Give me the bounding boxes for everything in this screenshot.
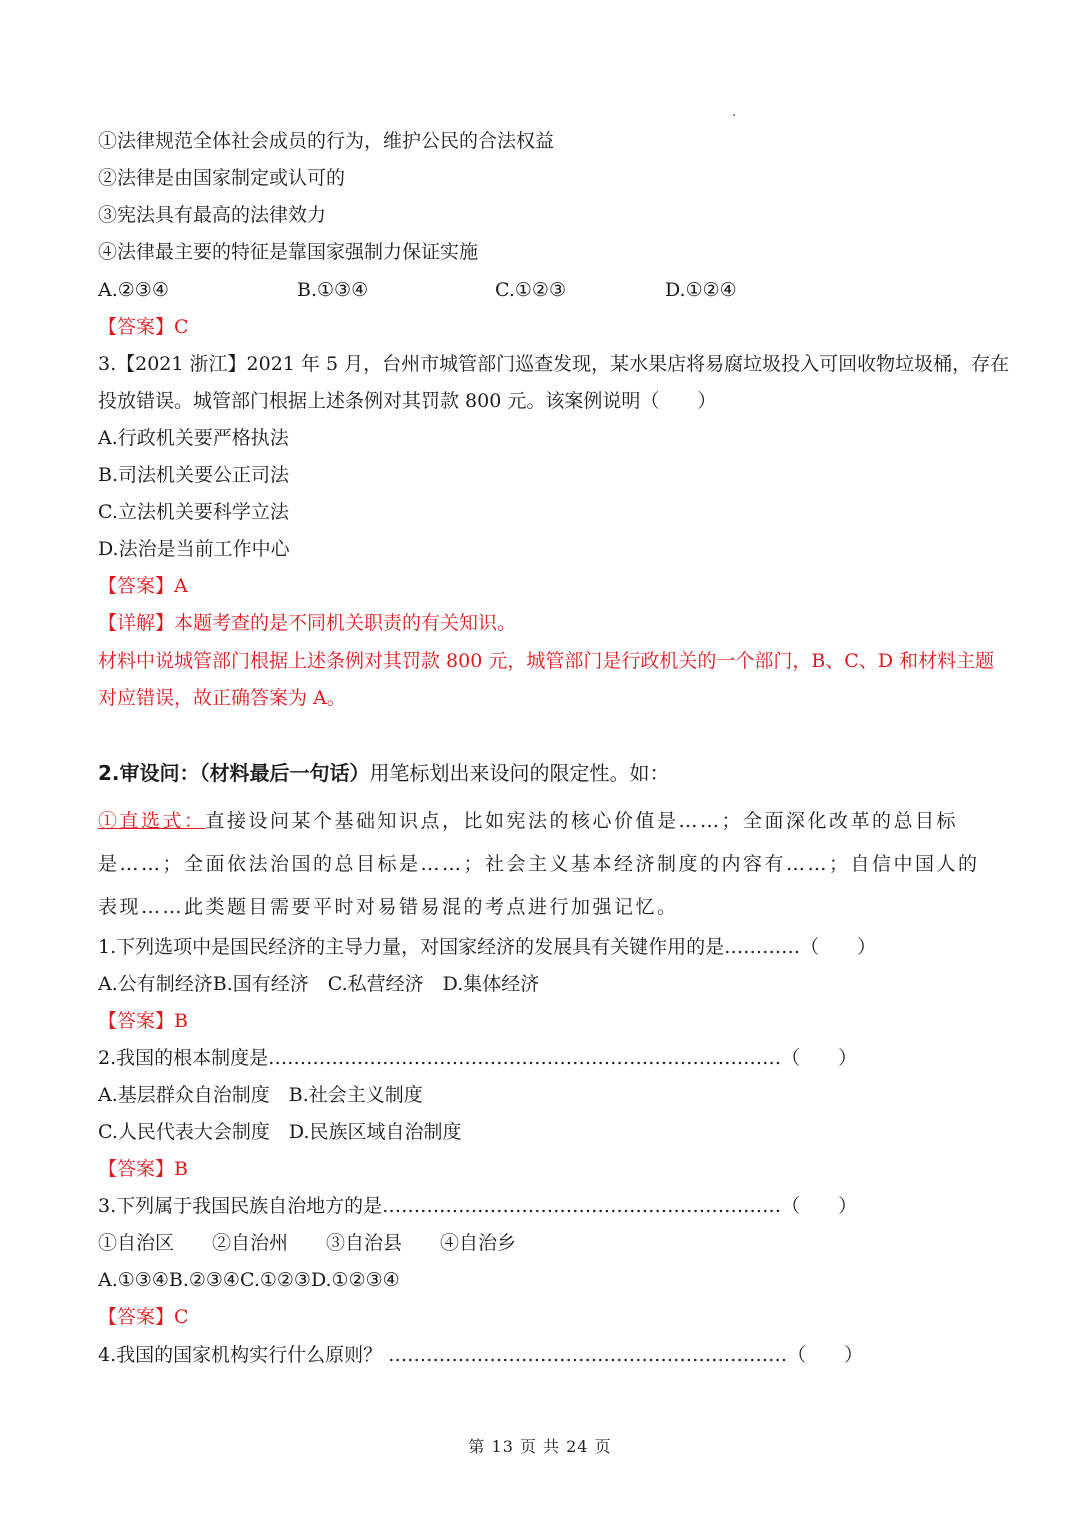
section-heading xyxy=(98,760,670,786)
answer-line xyxy=(98,314,189,340)
direct-choice-paragraph-line-3: 表现……此类题目需要平时对易错易混的考点进行加强记忆。 xyxy=(98,896,679,918)
stray-mark xyxy=(733,114,735,116)
exercise-3-question: 3.下列属于我国民族自治地方的是………………………………………………………（ ） xyxy=(98,1195,858,1217)
answer-tag: 【答案】 xyxy=(98,1010,175,1032)
direct-choice-text: 直接设问某个基础知识点，比如宪法的核心价值是……；全面深化改革的总目标 xyxy=(205,810,959,832)
exercise-2-options-1: A.基层群众自治制度 B.社会主义制度 xyxy=(98,1084,423,1106)
answer-value: A xyxy=(174,575,188,597)
exercise-1-question: 1.下列选项中是国民经济的主导力量，对国家经济的发展具有关键作用的是…………（ ） xyxy=(98,936,877,958)
section-heading-rest: 用笔标划出来设问的限定性。如： xyxy=(369,761,670,785)
question-3-option-a: A.行政机关要严格执法 xyxy=(98,427,289,449)
option-c: C.①②③ xyxy=(495,279,566,301)
option-d: D.①②④ xyxy=(665,279,737,301)
question-3-detail-line-3: 对应错误，故正确答案为 A。 xyxy=(98,687,346,709)
exercise-3-options: A.①③④B.②③④C.①②③D.①②③④ xyxy=(98,1269,400,1291)
question-3-option-b: B.司法机关要公正司法 xyxy=(98,464,290,486)
question-3-answer xyxy=(98,573,188,599)
exercise-2-question: 2.我国的根本制度是………………………………………………………………………（ ） xyxy=(98,1047,858,1069)
question-3-line-2: 投放错误。城管部门根据上述条例对其罚款 800 元。该案例说明（ ） xyxy=(98,390,717,412)
question-3-option-d: D.法治是当前工作中心 xyxy=(98,538,290,560)
section-heading-bold: 2.审设问：（材料最后一句话） xyxy=(98,761,370,785)
exercise-3-answer xyxy=(98,1304,189,1330)
question-3-detail xyxy=(98,610,516,636)
detail-text: 本题考查的是不同机关职责的有关知识。 xyxy=(174,612,517,634)
direct-choice-paragraph-line-1 xyxy=(98,808,958,834)
statement-3: ③宪法具有最高的法律效力 xyxy=(98,204,327,226)
exercise-4-question: 4.我国的国家机构实行什么原则？ ………………………………………………………（ ） xyxy=(98,1344,864,1366)
exercise-2-options-2: C.人民代表大会制度 D.民族区域自治制度 xyxy=(98,1121,462,1143)
statement-2: ②法律是由国家制定或认可的 xyxy=(98,167,346,189)
answer-tag: 【答案】 xyxy=(98,316,175,338)
statement-1: ①法律规范全体社会成员的行为，维护公民的合法权益 xyxy=(98,130,555,152)
answer-tag: 【答案】 xyxy=(98,1158,175,1180)
direct-choice-label: ①直选式： xyxy=(98,810,206,832)
answer-tag: 【答案】 xyxy=(98,575,175,597)
answer-value: B xyxy=(174,1010,188,1032)
direct-choice-paragraph-line-2: 是……；全面依法治国的总目标是……；社会主义基本经济制度的内容有……；自信中国人的 xyxy=(98,853,980,875)
question-3-line-1: 3.【2021 浙江】2021 年 5 月，台州市城管部门巡查发现，某水果店将易腐垃圾投入可回收物垃圾桶，存在 xyxy=(98,353,1010,375)
question-3-option-c: C.立法机关要科学立法 xyxy=(98,501,289,523)
detail-tag: 【详解】 xyxy=(98,612,175,634)
answer-value: B xyxy=(174,1158,188,1180)
statement-4: ④法律最主要的特征是靠国家强制力保证实施 xyxy=(98,241,479,263)
option-a: A.②③④ xyxy=(98,279,169,301)
answer-value: C xyxy=(174,316,189,338)
exercise-3-items: ①自治区 ②自治州 ③自治县 ④自治乡 xyxy=(98,1232,517,1254)
answer-value: C xyxy=(174,1306,189,1328)
option-b: B.①③④ xyxy=(297,279,369,301)
exercise-1-answer xyxy=(98,1008,188,1034)
exercise-1-options: A.公有制经济B.国有经济 C.私营经济 D.集体经济 xyxy=(98,973,540,995)
question-3-detail-line-2: 材料中说城管部门根据上述条例对其罚款 800 元，城管部门是行政机关的一个部门，B、C、D 和材料主题 xyxy=(98,650,995,672)
answer-tag: 【答案】 xyxy=(98,1306,175,1328)
page-number-footer: 第 13 页 共 24 页 xyxy=(468,1437,612,1456)
exercise-2-answer xyxy=(98,1156,188,1182)
